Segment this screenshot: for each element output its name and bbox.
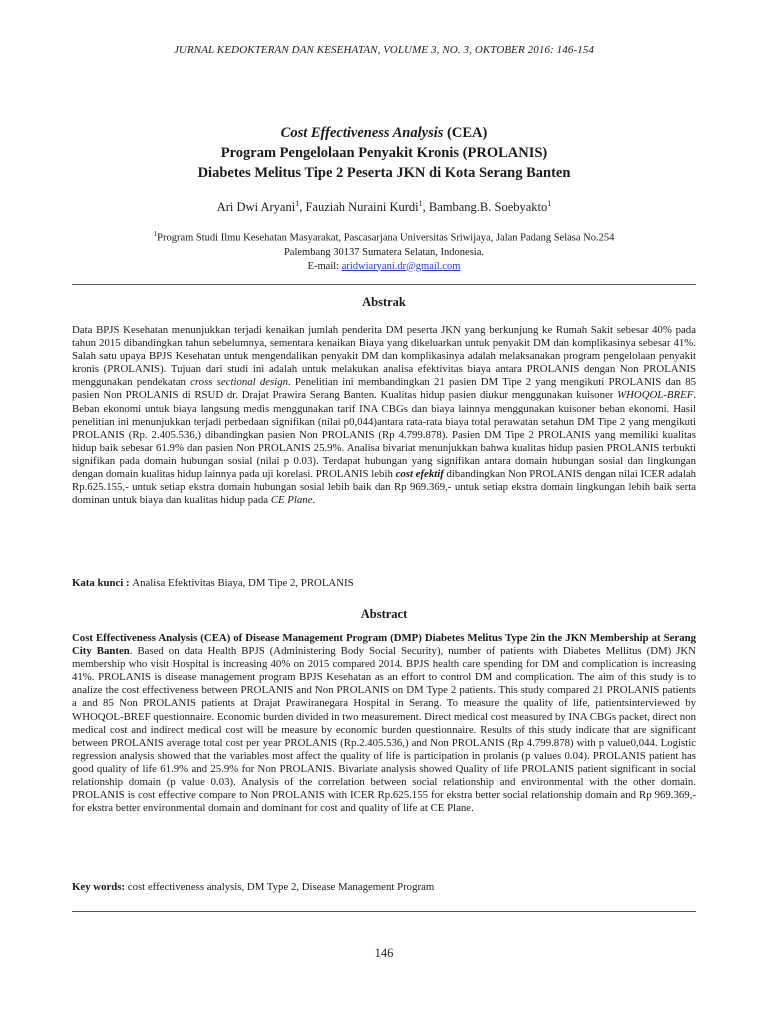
abstrak-text-4: dibandingkan Non PROLANIS dengan nilai ICER adalah Rp.625.155,- untuk setiap ekstra domain hubungan sosial lebih baik dan Rp 969.369,- untuk setiap ekstra domain lingkungan lebih baik serta dominan untuk biaya dan kualitas hidup pada [72, 468, 697, 507]
email-link[interactable]: aridwiaryani.dr@gmail.com [341, 260, 461, 272]
kata-kunci-value: Analisa Efektivitas Biaya, DM Tipe 2, PROLANIS [132, 577, 354, 589]
affiliation [40, 227, 728, 274]
abstrak-italic-1: cross sectional design [190, 376, 289, 389]
abstrak-text-2: . Penelitian ini membandingkan 21 pasien DM Tipe 2 yang mengikuti PROLANIS dan 85 pasien Non PROLANIS di RSUD dr. Drajat Prawira Serang Banten. Kualitas hidup pasien diukur menggunakan kuisoner [72, 376, 696, 402]
key-words-label: Key words: [72, 881, 128, 893]
key-words [72, 881, 696, 893]
abstrak-heading: Abstrak [362, 295, 406, 309]
key-words-value: cost effectiveness analysis, DM Type 2, Disease Management Program [127, 881, 435, 893]
abstrak-body [72, 324, 696, 507]
title-line-3: Diabetes Melitus Tipe 2 Peserta JKN di Kota Serang Banten [197, 165, 571, 181]
abstrak-italic-3: CE Plane [270, 494, 313, 507]
abstrak-text-1: Data BPJS Kesehatan menunjukkan terjadi kenaikan jumlah penderita DM peserta JKN yang berkunjung ke Rumah Sakit sebesar 40% pada tahun 2015 dibandingkan tahun sebelumnya, sementara kenaikan Biaya yang dikeluarkan untuk penyakit DM dan komplikasinya sebesar 41%. Salah satu upaya BPJS Kesehatan untuk mengendalikan penyakit DM dan komplikasinya adalah melaksanakan program pengelolaan penyakit kronis (PROLANIS). Tujuan dari studi ini adalah untuk melakukan analisa efektivitas biaya antara PROLANIS dengan Non PROLANIS menggunakan pendekatan [72, 324, 696, 389]
abstract-bold-lead: Cost Effectiveness Analysis (CEA) of Disease Management Program (DMP) Diabetes Melitus Type 2in the JKN Membership at Serang City Banten [72, 632, 696, 658]
author-2: , Fauziah Nuraini Kurdi [299, 200, 419, 215]
article-title [40, 123, 728, 183]
abstrak-text-3: . Beban ekonomi untuk biaya langsung medis menggunakan tarif INA CBGs dan biaya lainnya menggunakan kuisoner beban ekonomi. Hasil penelitian ini menunjukkan terjadi perbedaan signifikan (nilai p0,044)antara rata-rata biaya total perawatan setahun DM Tipe 2 yang mengikuti PROLANIS (Rp. 2.405.536,) dibandingkan pasien Non PROLANIS (Rp 4.799.878). Pasien DM Tipe 2 PROLANIS yang memiliki kualitas hidup baik sebesar 61.9% dan pasien Non PROLANIS 25.9%. Analisa bivariat menunjukkan bahwa kualitas hidup pasien PROLANIS terbukti signifikan pada domain hubungan sosial (nilai p 0.03). Terdapat hubungan yang signifikan antara domain hubungan sosial dan lingkungan dengan domain kualitas hidup lainnya pada uji korelasi. PROLANIS lebih [72, 389, 696, 481]
abstract-body [72, 632, 696, 815]
title-line-2: Program Pengelolaan Penyakit Kronis (PROLANIS) [220, 145, 548, 161]
abstract-heading: Abstract [360, 607, 408, 621]
email-line [40, 260, 728, 274]
author-2-sup: 1 [418, 199, 423, 208]
abstrak-bold-italic: cost efektif [395, 468, 444, 481]
abstrak-text-5: . [312, 494, 316, 507]
kata-kunci [72, 577, 696, 589]
author-1-sup: 1 [295, 199, 300, 208]
title-cea-abbrev: (CEA) [443, 125, 488, 141]
divider-top [72, 284, 696, 285]
title-cea-italic: Cost Effectiveness Analysis [280, 125, 444, 141]
affiliation-text-1: Program Studi Ilmu Kesehatan Masyarakat, Pascasarjana Universitas Sriwijaya, Jalan Padang Selasa No.254 [157, 232, 615, 244]
affiliation-line-1 [40, 227, 728, 246]
affiliation-line-2: Palembang 30137 Sumatera Selatan, Indonesia. [283, 246, 485, 258]
abstract-text: . Based on data Health BPJS (Administering Body Social Security), number of patients with Diabetes Mellitus (DM) JKN membership who visit Hospital is increasing 40% on 2015 compared 2014. BPJS health care spending for DM and complication is increasing 41%. PROLANIS is disease management program BPJS Kesehatan as an effort to control DM and complication. The aim of this study is to analize the cost effectiveness between PROLANIS and Non PROLANIS on DM Type 2 patients. This study compared 21 PROLANIS patients a and 85 Non PROLANIS patients at Drajat Prawiranegara Hospital in Serang. To measure the quality of life, patientsinterviewed by WHOQOL-BREF questionnaire. Economic burden divided in two measurement. Direct medical cost measured by INA CBGs packet, direct non medical cost and indirect medical cost will be measure by economic burden questionnaire. Results of this study indicate that are significant between PROLANIS average total cost per year PROLANIS (Rp.2.405.536,) and Non PROLANIS (Rp 4.799.878) with p value0,044. Logistic regression analysis showed that the variables most affect the quality of life is participation in prolanis (p values 0.04). PROLANIS patient has good quality of life 61.9% and 25.9% for Non PROLANIS. Bivariate analysis showed Quality of life PROLANIS patient significant in social relationship domain (p value 0.03). Analysis of the correlation between social relationship and environmental with the other domain. PROLANIS is cost effective compare to Non PROLANIS with ICER Rp.625.155 for ekstra better social relationship domain and Rp 969.369,- for ekstra better environmental domain and dominant for cost and quality of life at CE Plane. [72, 645, 696, 815]
journal-header: JURNAL KEDOKTERAN DAN KESEHATAN, VOLUME 3, NO. 3, OKTOBER 2016: 146-154 [173, 44, 595, 56]
abstrak-italic-2: WHOQOL-BREF [617, 389, 694, 402]
affiliation-sup: 1 [153, 230, 158, 238]
author-1: Ari Dwi Aryani [216, 200, 296, 215]
divider-bottom [72, 911, 696, 912]
title-line-1 [40, 123, 728, 143]
author-3-sup: 1 [547, 199, 552, 208]
email-label: E-mail: [307, 260, 342, 272]
kata-kunci-label: Kata kunci : [72, 577, 133, 589]
page-number: 146 [374, 946, 394, 960]
author-3: , Bambang.B. Soebyakto [422, 200, 548, 215]
author-list [0, 199, 768, 215]
